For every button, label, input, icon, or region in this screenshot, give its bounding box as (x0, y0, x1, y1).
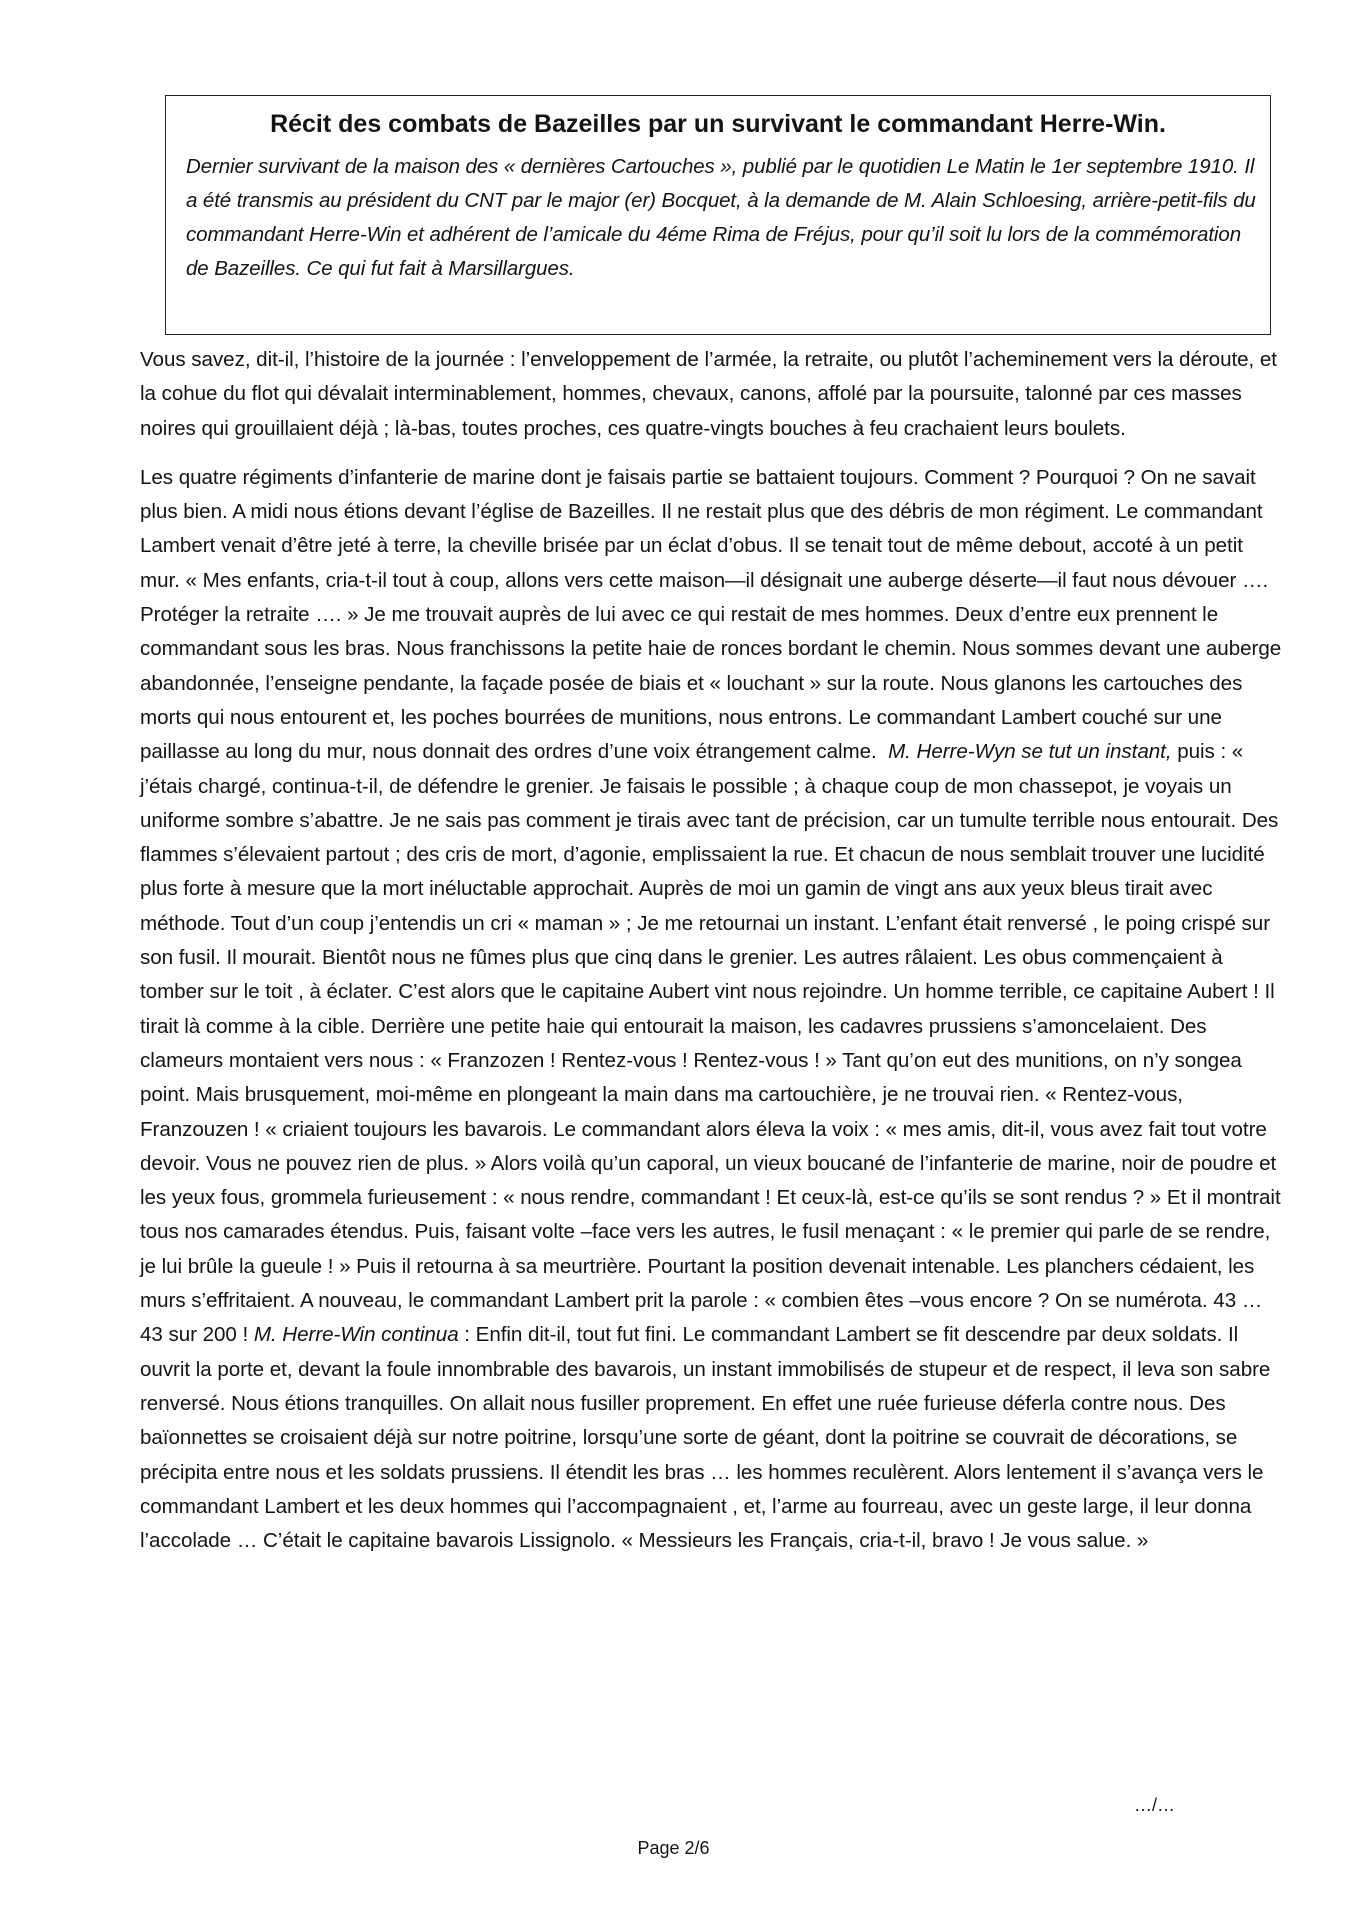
paragraph-2 (140, 461, 1288, 1559)
paragraph-2-part-b: puis : « j’étais chargé, continua-t-il, de défendre le grenier. Je faisais le possible ; à chaque coup de mon chassepot, je voyais un uniforme sombre s’abattre. Je ne sais pas comment je tirais avec tant de précision, car un tumulte terrible nous entourait. Des flammes s’élevaient partout ; des cris de mort, d’agonie, emplissaient la rue. Et chacun de nous semblait trouver une lucidité plus forte à mesure que la mort inéluctable approchait. Auprès de moi un gamin de vingt ans aux yeux bleus tirait avec méthode. Tout d’un coup j’entendis un cri « maman » ; Je me retournai un instant. L’enfant était renversé , le poing crispé sur son fusil. Il mourait. Bientôt nous ne fûmes plus que cinq dans le grenier. Les autres râlaient. Les obus commençaient à tomber sur le toit , à éclater. C’est alors que le capitaine Aubert vint nous rejoindre. Un homme terrible, ce capitaine Aubert ! Il tirait là comme à la cible. Derrière une petite haie qui entourait la maison, les cadavres prussiens s’amoncelaient. Des clameurs montaient vers nous : « Franzozen ! Rentez-vous ! Rentez-vous ! » Tant qu’on eut des munitions, on n’y songea point. Mais brusquement, moi-même en plongeant la main dans ma cartouchière, je ne trouvai rien. « Rentez-vous, Franzouzen ! « criaient toujours les bavarois. Le commandant alors éleva la voix : « mes amis, dit-il, vous avez fait tout votre devoir. Vous ne pouvez rien de plus. » Alors voilà qu’un caporal, un vieux boucané de l’infanterie de marine, noir de poudre et les yeux fous, grommela furieusement : « nous rendre, commandant ! Et ceux-là, est-ce qu’ils se sont rendus ? » Et il montrait tous nos camarades étendus. Puis, faisant volte –face vers les autres, le fusil menaçant : « le premier qui parle de se rendre, je lui brûle la gueule ! » Puis il retourna à sa meurtrière. Pourtant la position devenait intenable. Les planchers cédaient, les murs s’effritaient. A nouveau, le commandant Lambert prit la parole : « combien êtes –vous encore ? On se numérota. 43 … 43 sur 200 ! (140, 740, 1281, 1347)
paragraph-2-part-a: Les quatre régiments d’infanterie de marine dont je faisais partie se battaient toujours. Comment ? Pourquoi ? On ne savait plus bien. A midi nous étions devant l’église de Bazeilles. Il ne restait plus que des débris de mon régiment. Le commandant Lambert venait d’être jeté à terre, la cheville brisée par un éclat d’obus. Il se tenait tout de même debout, accoté à un petit mur. « Mes enfants, cria-t-il tout à coup, allons vers cette maison—il désignait une auberge déserte—il faut nous dévouer …. Protéger la retraite …. » Je me trouvait auprès de lui avec ce qui restait de mes hommes. Deux d’entre eux prennent le commandant sous les bras. Nous franchissons la petite haie de ronces bordant le chemin. Nous sommes devant une auberge abandonnée, l’enseigne pendante, la façade posée de biais et « louchant » sur la route. Nous glanons les cartouches des morts qui nous entourent et, les poches bourrées de munitions, nous entrons. Le commandant Lambert couché sur une paillasse au long du mur, nous donnait des ordres d’une voix étrangement calme. (140, 465, 1282, 764)
page-number: Page 2/6 (637, 1838, 710, 1858)
document-subtitle: Dernier survivant de la maison des « dernières Cartouches », publié par le quotidien Le Matin le 1er septembre 1910. Il a été transmis au président du CNT par le major (er) Bocquet, à la demande de M. Alain Schloesing, arrière-petit-fils du commandant Herre-Win et adhérent de l’amicale du 4éme Rima de Fréjus, pour qu’il soit lu lors de la commémoration de Bazeilles. Ce qui fut fait à Marsillargues. (186, 155, 1256, 280)
paragraph-2-part-c: : Enfin dit-il, tout fut fini. Le commandant Lambert se fit descendre par deux soldats. Il ouvrit la porte et, devant la foule innombrable des bavarois, un instant immobilisés de stupeur et de respect, il leva son sabre renversé. Nous étions tranquilles. On allait nous fusiller proprement. En effet une ruée furieuse déferla contre nous. Des baïonnettes se croisaient déjà sur notre poitrine, lorsqu’une sorte de géant, dont la poitrine se couvrait de décorations, se précipita entre nous et les soldats prussiens. Il étendit les bras … les hommes reculèrent. Alors lentement il s’avança vers le commandant Lambert et les deux hommes qui l’accompagnaient , et, l’arme au fourreau, avec un geste large, il leur donna l’accolade … C’était le capitaine bavarois Lissignolo. « Messieurs les Français, cria-t-il, bravo ! Je vous salue. » (140, 1323, 1271, 1553)
paragraph-2-italic-2: M. Herre-Win continua (253, 1323, 459, 1347)
continued-marker: …/… (1134, 1795, 1176, 1815)
body-text (140, 343, 1288, 1573)
header-box (165, 95, 1271, 335)
document-title: Récit des combats de Bazeilles par un survivant le commandant Herre-Win. (270, 110, 1166, 138)
paragraph-1: Vous savez, dit-il, l’histoire de la journée : l’enveloppement de l’armée, la retraite, ou plutôt l’acheminement vers la déroute, et la cohue du flot qui dévalait interminablement, hommes, chevaux, canons, affolé par la poursuite, talonné par ces masses noires qui grouillaient déjà ; là-bas, toutes proches, ces quatre-vingts bouches à feu crachaient leurs boulets. (140, 348, 1277, 440)
paragraph-2-italic-1: M. Herre-Wyn se tut un instant, (888, 740, 1172, 764)
